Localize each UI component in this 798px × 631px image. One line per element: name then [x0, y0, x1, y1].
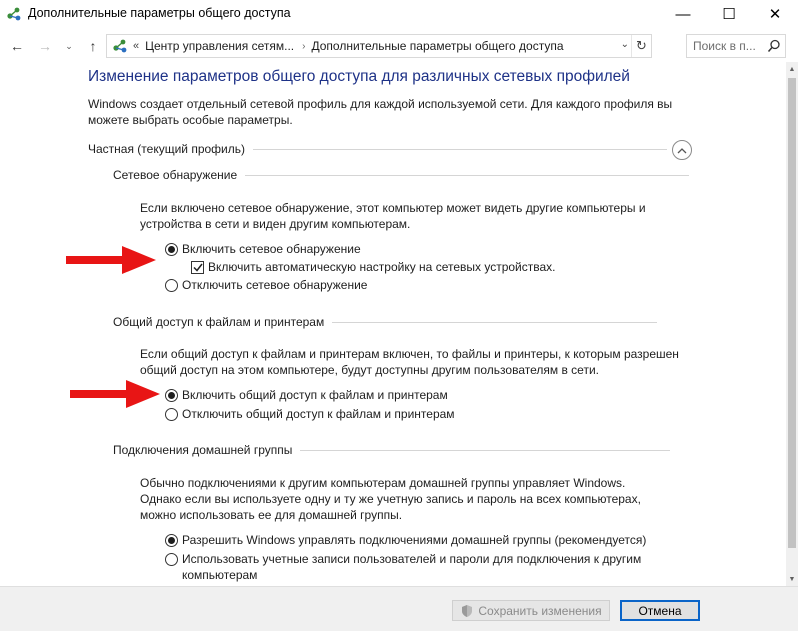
up-arrow-icon: ↑ [89, 38, 97, 54]
collapse-profile-button[interactable] [672, 140, 692, 160]
minimize-button[interactable] [660, 0, 706, 28]
cancel-button[interactable]: Отмена [620, 600, 700, 621]
refresh-icon: ↻ [636, 38, 647, 53]
file-sharing-on-radio[interactable] [165, 389, 178, 402]
radio-selected-dot [168, 392, 175, 399]
close-icon: ✕ [768, 6, 782, 23]
network-discovery-heading: Сетевое обнаружение [113, 168, 238, 182]
network-discovery-on-radio[interactable] [165, 243, 178, 256]
breadcrumb-network-center[interactable]: Центр управления сетям... [145, 39, 295, 53]
divider [332, 322, 657, 323]
search-box [686, 34, 786, 58]
file-sharing-description: Если общий доступ к файлам и принтерам включен, то файлы и принтеры, к которым разрешен общий доступ на этом компьютере, будут доступны другим пользователям в сети. [140, 347, 679, 377]
divider [245, 175, 689, 176]
maximize-icon: ☐ [722, 6, 736, 23]
homegroup-accounts-option[interactable] [165, 551, 662, 583]
uac-shield-icon [460, 604, 474, 618]
minimize-icon: — [675, 5, 691, 23]
homegroup-allow-option[interactable] [165, 533, 646, 547]
refresh-button[interactable] [631, 35, 651, 57]
scrollbar-thumb[interactable] [788, 78, 796, 548]
up-button[interactable] [82, 36, 104, 56]
page-title: Изменение параметров общего доступа для различных сетевых профилей [88, 68, 630, 85]
radio-selected-dot [168, 246, 175, 253]
network-discovery-on-option[interactable] [165, 242, 361, 256]
scroll-up-icon[interactable]: ▲ [788, 65, 796, 73]
recent-locations-button[interactable] [62, 36, 76, 56]
address-bar[interactable] [106, 34, 652, 58]
homegroup-header [113, 443, 670, 457]
network-discovery-off-radio[interactable] [165, 279, 178, 292]
file-sharing-on-label[interactable]: Включить общий доступ к файлам и принтерам [182, 388, 448, 402]
homegroup-description: Обычно подключениями к другим компьютерам домашней группы управляет Windows. Однако если вы используете одну и ту же учетную запись и пароль на всех компьютерах, можно использовать ее для домашней группы. [140, 476, 641, 522]
forward-arrow-icon: → [38, 38, 52, 54]
network-discovery-off-label[interactable]: Отключить сетевое обнаружение [182, 278, 368, 292]
save-changes-button[interactable] [452, 600, 610, 621]
close-button[interactable] [752, 0, 798, 28]
maximize-button[interactable] [706, 0, 752, 28]
address-dropdown-icon[interactable]: ⌄ [620, 39, 629, 50]
homegroup-allow-radio[interactable] [165, 534, 178, 547]
network-sharing-icon [111, 38, 129, 54]
breadcrumb-advanced-sharing[interactable]: Дополнительные параметры общего доступа [311, 39, 564, 53]
file-sharing-header [113, 315, 657, 329]
network-discovery-on-label[interactable]: Включить сетевое обнаружение [182, 242, 361, 256]
file-sharing-off-radio[interactable] [165, 408, 178, 421]
dialog-footer [0, 586, 798, 631]
intro-text: Windows создает отдельный сетевой профиль для каждой используемой сети. Для каждого профиля вы можете выбрать особые параметры. [88, 97, 673, 127]
vertical-scrollbar[interactable] [786, 62, 798, 586]
chevron-down-icon: ⌄ [65, 40, 73, 51]
file-sharing-on-option[interactable] [165, 388, 448, 402]
network-sharing-icon [6, 6, 22, 22]
auto-setup-option[interactable] [191, 260, 556, 274]
checkmark-icon [193, 263, 203, 272]
file-sharing-heading: Общий доступ к файлам и принтерам [113, 315, 325, 329]
network-discovery-header [113, 168, 689, 182]
back-button[interactable] [6, 36, 28, 56]
file-sharing-off-label[interactable]: Отключить общий доступ к файлам и принтерам [182, 407, 455, 421]
back-arrow-icon: ← [10, 38, 24, 54]
breadcrumb-overflow[interactable]: « [133, 40, 140, 52]
main-content [0, 62, 786, 586]
homegroup-heading: Подключения домашней группы [113, 443, 293, 457]
file-sharing-off-option[interactable] [165, 407, 455, 421]
red-arrow-icon [70, 379, 162, 409]
auto-setup-checkbox[interactable] [191, 261, 204, 274]
save-changes-label: Сохранить изменения [478, 603, 602, 618]
title-bar [0, 0, 798, 28]
chevron-up-icon [677, 147, 687, 154]
homegroup-allow-label[interactable]: Разрешить Windows управлять подключениями домашней группы (рекомендуется) [182, 533, 647, 547]
auto-setup-label[interactable]: Включить автоматическую настройку на сетевых устройствах. [208, 260, 556, 274]
divider [253, 149, 667, 150]
red-arrow-icon [66, 245, 158, 275]
forward-button[interactable] [34, 36, 56, 56]
divider [300, 450, 670, 451]
breadcrumb-separator-icon[interactable]: › [302, 40, 306, 52]
scroll-down-icon[interactable]: ▼ [788, 575, 796, 583]
network-discovery-description: Если включено сетевое обнаружение, этот компьютер может видеть другие компьютеры и устройства в сети и виден другим компьютерам. [140, 201, 646, 231]
profile-header[interactable] [88, 142, 667, 156]
homegroup-accounts-label[interactable]: Использовать учетные записи пользователей и пароли для подключения к другим компьютерам [182, 552, 642, 582]
profile-label: Частная (текущий профиль) [88, 142, 246, 156]
search-input[interactable] [693, 39, 769, 53]
search-icon[interactable] [767, 39, 781, 53]
homegroup-accounts-radio[interactable] [165, 553, 178, 566]
navigation-bar [0, 30, 798, 62]
network-discovery-off-option[interactable] [165, 278, 367, 292]
radio-selected-dot [168, 537, 175, 544]
window-title: Дополнительные параметры общего доступа [28, 6, 291, 20]
